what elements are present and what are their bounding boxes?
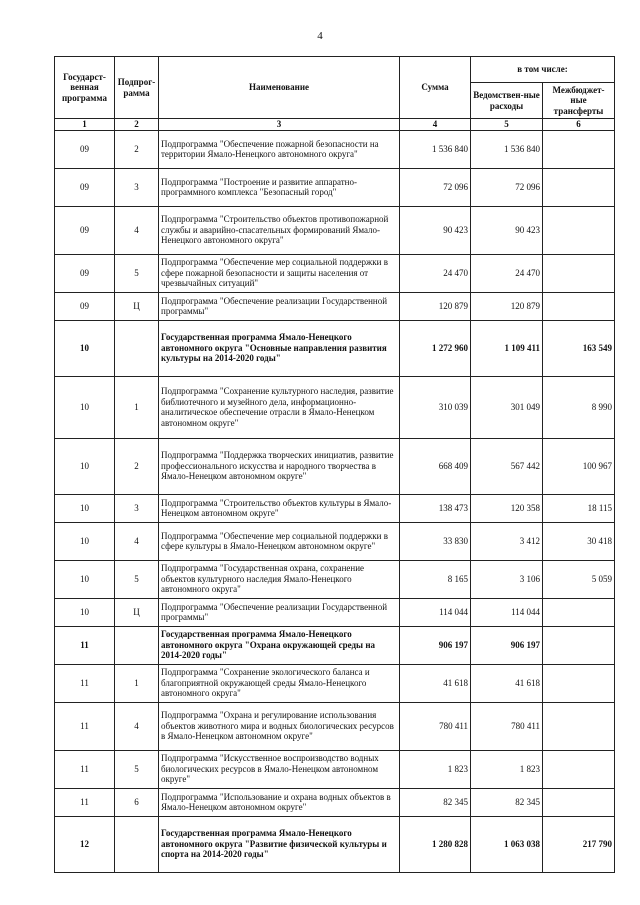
sum-cell: 41 618 [400,664,471,702]
subprogram-cell: 4 [115,522,159,560]
departmental-cell: 72 096 [471,168,543,206]
subprogram-cell [115,816,159,872]
sum-cell: 120 879 [400,292,471,320]
table-row [55,292,615,320]
sum-cell: 72 096 [400,168,471,206]
table-row [55,750,615,788]
subprogram-cell: 3 [115,494,159,522]
sum-cell: 1 823 [400,750,471,788]
table-row [55,376,615,438]
column-numbers-row [55,119,615,131]
name-cell: Подпрограмма "Использование и охрана водных объектов в Ямало-Ненецком автономном округе" [159,788,400,816]
header-transfers: Межбюджет-ные трансферты [543,83,615,119]
transfers-cell: 100 967 [543,438,615,494]
departmental-cell: 114 044 [471,598,543,626]
program-cell: 09 [55,130,115,168]
departmental-cell: 301 049 [471,376,543,438]
subprogram-cell: 2 [115,438,159,494]
program-cell: 10 [55,522,115,560]
name-cell: Подпрограмма "Государственная охрана, сохранение объектов культурного наследия Ямало-Ненецкого автономного округа" [159,560,400,598]
departmental-cell: 90 423 [471,206,543,254]
table-row [55,254,615,292]
transfers-cell: 163 549 [543,320,615,376]
table-row [55,494,615,522]
column-number: 5 [471,119,543,131]
column-number: 6 [543,119,615,131]
column-number: 2 [115,119,159,131]
transfers-cell: 217 790 [543,816,615,872]
sum-cell: 33 830 [400,522,471,560]
sum-cell: 82 345 [400,788,471,816]
name-cell: Подпрограмма "Строительство объектов противопожарной службы и аварийно-спасательных формирований Ямало-Ненецкого автономного округа" [159,206,400,254]
sum-cell: 1 280 828 [400,816,471,872]
departmental-cell: 906 197 [471,626,543,664]
header-sum: Сумма [400,57,471,119]
name-cell: Подпрограмма "Обеспечение реализации Государственной программы" [159,598,400,626]
table-row [55,206,615,254]
transfers-cell [543,168,615,206]
subprogram-cell: 4 [115,702,159,750]
sum-cell: 8 165 [400,560,471,598]
transfers-cell [543,206,615,254]
subprogram-cell [115,320,159,376]
table-row [55,816,615,872]
budget-table [54,56,615,873]
header-name: Наименование [159,57,400,119]
departmental-cell: 120 879 [471,292,543,320]
table-row [55,168,615,206]
table-row [55,626,615,664]
program-cell: 10 [55,598,115,626]
subprogram-cell: 6 [115,788,159,816]
name-cell: Государственная программа Ямало-Ненецкого автономного округа "Основные направления развития культуры на 2014-2020 годы" [159,320,400,376]
subprogram-cell: 3 [115,168,159,206]
departmental-cell: 567 442 [471,438,543,494]
transfers-cell [543,750,615,788]
program-cell: 10 [55,376,115,438]
sum-cell: 138 473 [400,494,471,522]
name-cell: Подпрограмма "Обеспечение пожарной безопасности на территории Ямало-Ненецкого автономного округа" [159,130,400,168]
transfers-cell [543,664,615,702]
table-row [55,788,615,816]
transfers-cell [543,598,615,626]
name-cell: Подпрограмма "Обеспечение реализации Государственной программы" [159,292,400,320]
subprogram-cell: Ц [115,598,159,626]
name-cell: Подпрограмма "Сохранение экологического баланса и благоприятной окружающей среды Ямало-Ненецкого автономного округа" [159,664,400,702]
program-cell: 11 [55,702,115,750]
header-program: Государст-венная программа [55,57,115,119]
departmental-cell: 1 536 840 [471,130,543,168]
subprogram-cell [115,626,159,664]
sum-cell: 1 272 960 [400,320,471,376]
subprogram-cell: 5 [115,560,159,598]
program-cell: 10 [55,438,115,494]
header-subprogram: Подпрог-рамма [115,57,159,119]
sum-cell: 780 411 [400,702,471,750]
program-cell: 10 [55,494,115,522]
name-cell: Подпрограмма "Охрана и регулирование использования объектов животного мира и водных биологических ресурсов в Ямало-Ненецком автономном округе" [159,702,400,750]
sum-cell: 310 039 [400,376,471,438]
program-cell: 11 [55,664,115,702]
sum-cell: 668 409 [400,438,471,494]
program-cell: 12 [55,816,115,872]
subprogram-cell: 5 [115,750,159,788]
sum-cell: 90 423 [400,206,471,254]
table-row [55,438,615,494]
table-row [55,130,615,168]
name-cell: Государственная программа Ямало-Ненецкого автономного округа "Охрана окружающей среды на 2014-2020 годы" [159,626,400,664]
name-cell: Подпрограмма "Обеспечение мер социальной поддержки в сфере культуры в Ямало-Ненецком автономном округе" [159,522,400,560]
column-number: 3 [159,119,400,131]
subprogram-cell: 1 [115,376,159,438]
departmental-cell: 82 345 [471,788,543,816]
transfers-cell [543,626,615,664]
name-cell: Подпрограмма "Строительство объектов культуры в Ямало-Ненецком автономном округе" [159,494,400,522]
name-cell: Подпрограмма "Построение и развитие аппаратно-программного комплекса "Безопасный город" [159,168,400,206]
transfers-cell: 30 418 [543,522,615,560]
name-cell: Подпрограмма "Искусственное воспроизводство водных биологических ресурсов в Ямало-Ненецком автономном округе" [159,750,400,788]
sum-cell: 24 470 [400,254,471,292]
subprogram-cell: 4 [115,206,159,254]
table-row [55,598,615,626]
subprogram-cell: 1 [115,664,159,702]
name-cell: Подпрограмма "Сохранение культурного наследия, развитие библиотечного и музейного дела, информационно-аналитическое обеспечение отрасли в Ямало-Ненецком автономном округе" [159,376,400,438]
header-including: в том числе: [471,57,615,83]
transfers-cell [543,292,615,320]
column-number: 1 [55,119,115,131]
departmental-cell: 780 411 [471,702,543,750]
column-number: 4 [400,119,471,131]
program-cell: 09 [55,206,115,254]
transfers-cell: 8 990 [543,376,615,438]
program-cell: 10 [55,320,115,376]
transfers-cell: 5 059 [543,560,615,598]
departmental-cell: 3 106 [471,560,543,598]
transfers-cell [543,130,615,168]
name-cell: Государственная программа Ямало-Ненецкого автономного округа "Развитие физической культуры и спорта на 2014-2020 годы" [159,816,400,872]
program-cell: 09 [55,168,115,206]
departmental-cell: 1 823 [471,750,543,788]
program-cell: 11 [55,788,115,816]
table-row [55,664,615,702]
page-number: 4 [317,30,323,42]
name-cell: Подпрограмма "Обеспечение мер социальной поддержки в сфере пожарной безопасности и защиты населения от чрезвычайных ситуаций" [159,254,400,292]
program-cell: 11 [55,626,115,664]
table-row [55,522,615,560]
transfers-cell: 18 115 [543,494,615,522]
transfers-cell [543,254,615,292]
program-cell: 09 [55,292,115,320]
transfers-cell [543,702,615,750]
program-cell: 10 [55,560,115,598]
transfers-cell [543,788,615,816]
table-row [55,560,615,598]
departmental-cell: 120 358 [471,494,543,522]
table-body [55,130,615,872]
subprogram-cell: Ц [115,292,159,320]
sum-cell: 906 197 [400,626,471,664]
departmental-cell: 1 063 038 [471,816,543,872]
subprogram-cell: 5 [115,254,159,292]
table-row [55,702,615,750]
program-cell: 09 [55,254,115,292]
departmental-cell: 1 109 411 [471,320,543,376]
sum-cell: 1 536 840 [400,130,471,168]
departmental-cell: 41 618 [471,664,543,702]
header-departmental: Ведомствен-ные расходы [471,83,543,119]
departmental-cell: 3 412 [471,522,543,560]
departmental-cell: 24 470 [471,254,543,292]
table-row [55,320,615,376]
subprogram-cell: 2 [115,130,159,168]
sum-cell: 114 044 [400,598,471,626]
program-cell: 11 [55,750,115,788]
name-cell: Подпрограмма "Поддержка творческих инициатив, развитие профессионального искусства и народного творчества в Ямало-Ненецком автономном округе" [159,438,400,494]
